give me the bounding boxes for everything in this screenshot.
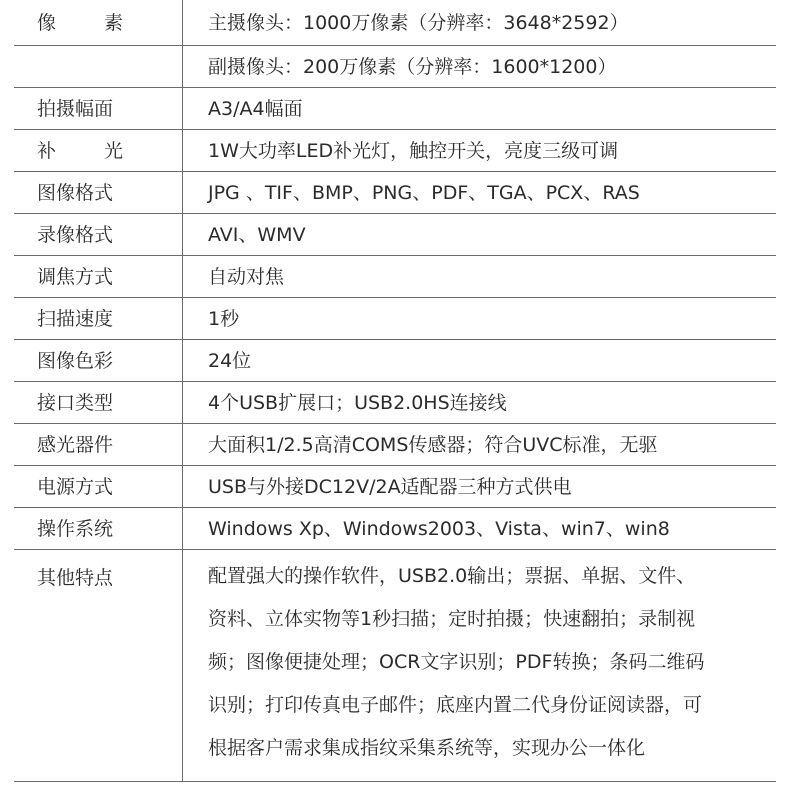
table-row [14,46,776,88]
row-label-char: 光 [103,139,123,162]
table-row [14,466,776,508]
row-value-line: 根据客户需求集成指纹采集系统等，实现办公一体化 [208,737,646,759]
row-label: 扫描速度 [14,298,183,340]
row-label: 录像格式 [14,214,183,256]
row-value: 1秒 [183,298,777,340]
row-value: 主摄像头：1000万像素（分辨率：3648*2592） [183,0,777,46]
row-value-line: 识别；打印传真电子邮件；底座内置二代身份证阅读器，可 [208,694,703,716]
row-value-line: 频；图像便捷处理；OCR文字识别；PDF转换；条码二维码 [208,651,705,673]
row-value: Windows Xp、Windows2003、Vista、win7、win8 [183,508,777,550]
row-label [14,46,183,88]
table-row [14,340,776,382]
spec-table [14,0,776,782]
row-label-char: 像 [37,11,57,34]
row-label: 电源方式 [14,466,183,508]
table-row [14,298,776,340]
row-value: 4个USB扩展口；USB2.0HS连接线 [183,382,777,424]
table-row [14,172,776,214]
row-label: 操作系统 [14,508,183,550]
table-row [14,508,776,550]
table-row [14,256,776,298]
row-value: A3/A4幅面 [183,88,777,130]
row-value: USB与外接DC12V/2A适配器三种方式供电 [183,466,777,508]
row-value: 大面积1/2.5高清COMS传感器；符合UVC标准，无驱 [183,424,777,466]
row-label: 图像格式 [14,172,183,214]
table-row [14,88,776,130]
row-value: 自动对焦 [183,256,777,298]
row-value: 24位 [183,340,777,382]
table-row [14,382,776,424]
table-row [14,214,776,256]
table-row [14,550,776,782]
row-value-line: 资料、立体实物等1秒扫描；定时拍摄；快速翻拍；录制视 [208,608,696,630]
row-label: 其他特点 [14,550,183,782]
row-value: 1W大功率LED补光灯，触控开关，亮度三级可调 [183,130,777,172]
row-label: 调焦方式 [14,256,183,298]
row-value: JPG 、TIF、BMP、PNG、PDF、TGA、PCX、RAS [183,172,777,214]
row-label: 感光器件 [14,424,183,466]
row-value-line: 配置强大的操作软件，USB2.0输出；票据、单据、文件、 [208,565,696,587]
table-row [14,424,776,466]
row-label: 拍摄幅面 [14,88,183,130]
row-value: AVI、WMV [183,214,777,256]
table-row [14,130,776,172]
table-row [14,0,776,46]
row-value: 副摄像头：200万像素（分辨率：1600*1200） [183,46,777,88]
row-value-multiline [183,550,777,782]
row-label: 图像色彩 [14,340,183,382]
row-label: 接口类型 [14,382,183,424]
row-label [14,130,183,172]
row-label-char: 素 [103,11,123,34]
row-label [14,0,183,46]
row-label-char: 补 [37,139,57,162]
